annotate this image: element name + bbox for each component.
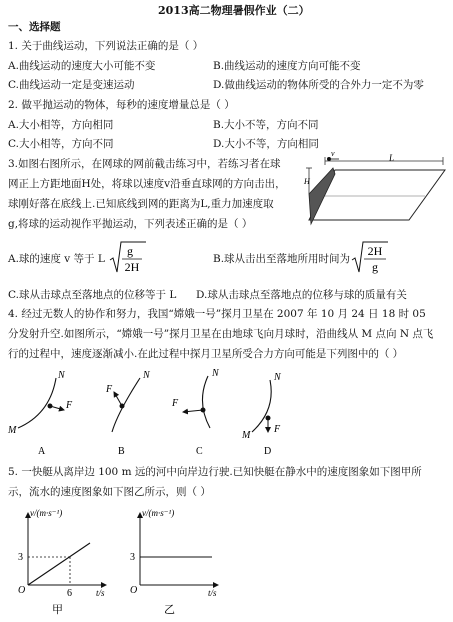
- question-2-option-b: B.大小不等，方向不同: [213, 119, 319, 131]
- question-2-option-c: C.大小相等，方向不同: [8, 138, 114, 150]
- question-1-option-b: B.曲线运动的速度方向可能不变: [213, 60, 361, 72]
- question-1-option-a: A.曲线运动的速度大小可能不变: [8, 60, 156, 72]
- question-1-option-d: D.做曲线运动的物体所受的合外力一定不为零: [213, 79, 424, 91]
- question-3-option-c: C.球从击球点至落地点的位移等于 L: [8, 289, 177, 301]
- label-L: L: [389, 153, 395, 163]
- svg-text:N: N: [58, 370, 65, 381]
- svg-text:6: 6: [67, 588, 72, 599]
- question-5-line-2: 示，流水的速度图象如下图乙所示，则（ ）: [8, 486, 211, 498]
- svg-text:B: B: [118, 446, 125, 457]
- question-5-line-1: 5. 一快艇从离岸边 100 m 远的河中向岸边行驶.已知快艇在静水中的速度图象如下图甲所: [8, 466, 422, 478]
- question-4-line-1: 4. 经过无数人的协作和努力，我国“嫦娥一号”探月卫星在 2007 年 10 月 24 日 18 时 05: [8, 308, 426, 320]
- orbit-force-figures: [0, 366, 453, 462]
- svg-text:乙: 乙: [164, 604, 175, 616]
- question-3-option-b: B.球从击出至落地所用时间为: [213, 253, 351, 265]
- graph-jia: [8, 505, 118, 619]
- section-heading: 一、选择题: [8, 21, 61, 33]
- svg-text:M: M: [8, 425, 17, 436]
- svg-text:g: g: [127, 244, 133, 258]
- question-2-option-a: A.大小相等，方向相同: [8, 119, 114, 131]
- svg-text:F: F: [66, 400, 73, 411]
- question-1-option-c: C.曲线运动一定是变速运动: [8, 79, 135, 91]
- svg-text:2H: 2H: [124, 260, 140, 274]
- svg-text:2H: 2H: [367, 244, 383, 258]
- svg-text:v/(m·s⁻¹): v/(m·s⁻¹): [142, 508, 175, 518]
- page-title: 2013高二物理暑假作业（二）: [158, 4, 310, 17]
- figure-option-b: [105, 370, 151, 457]
- svg-text:v/(m·s⁻¹): v/(m·s⁻¹): [30, 508, 63, 518]
- question-2-option-d: D.大小不等，方向相同: [213, 138, 319, 150]
- svg-text:t/s: t/s: [208, 588, 217, 598]
- svg-text:F: F: [106, 384, 113, 395]
- svg-text:A: A: [38, 446, 46, 457]
- svg-text:t/s: t/s: [96, 588, 105, 598]
- sqrt-2h-over-g: [350, 238, 390, 278]
- figure-option-c: [171, 368, 220, 457]
- question-3-option-d: D.球从击球点至落地点的位移与球的质量有关: [196, 289, 407, 301]
- question-4-line-2: 分发射升空.如图所示，“嫦娥一号”探月卫星在由地球飞向月球时，沿曲线从 M 点向 N 点飞: [8, 328, 434, 340]
- svg-text:F: F: [172, 398, 179, 409]
- svg-text:O: O: [18, 585, 26, 596]
- svg-text:D: D: [264, 446, 272, 457]
- question-4-line-3: 行的过程中，速度逐渐减小.在此过程中探月卫星所受合力方向可能是下列图中的（ ）: [8, 348, 404, 360]
- question-1-stem: 1. 关于曲线运动，下列说法正确的是（ ）: [8, 40, 204, 52]
- label-v: v: [331, 149, 335, 158]
- question-3-line-2: 网正上方距地面H处，将球以速度v沿垂直球网的方向击出，: [8, 178, 286, 190]
- svg-text:O: O: [130, 585, 138, 596]
- question-3-line-4: g,将球的运动视作平抛运动，下列表述正确的是（ ）: [8, 218, 253, 230]
- svg-text:g: g: [372, 260, 378, 274]
- question-3-option-a: A.球的速度 v 等于 L: [8, 253, 105, 265]
- graph-yi: [120, 505, 230, 619]
- svg-text:N: N: [274, 372, 281, 383]
- svg-text:N: N: [143, 370, 150, 381]
- svg-text:3: 3: [18, 552, 23, 563]
- svg-text:M: M: [242, 430, 251, 441]
- sqrt-g-over-2h: [108, 238, 148, 278]
- tennis-court-figure: [305, 150, 450, 232]
- figure-option-d: [241, 372, 282, 457]
- label-H: H: [304, 177, 310, 186]
- velocity-line-jia: [28, 543, 90, 585]
- svg-text:F: F: [274, 424, 281, 435]
- question-2-stem: 2. 做平抛运动的物体，每秒的速度增量总是（ ）: [8, 99, 235, 111]
- svg-text:C: C: [196, 446, 203, 457]
- svg-text:3: 3: [130, 552, 135, 563]
- question-3-line-3: 球刚好落在底线上.已知底线到网的距离为L,重力加速度取: [8, 198, 274, 210]
- svg-text:N: N: [212, 368, 219, 379]
- figure-option-a: [7, 370, 73, 457]
- question-3-line-1: 3.如图右图所示，在网球的网前截击练习中，若练习者在球: [8, 158, 281, 170]
- svg-text:甲: 甲: [52, 604, 63, 616]
